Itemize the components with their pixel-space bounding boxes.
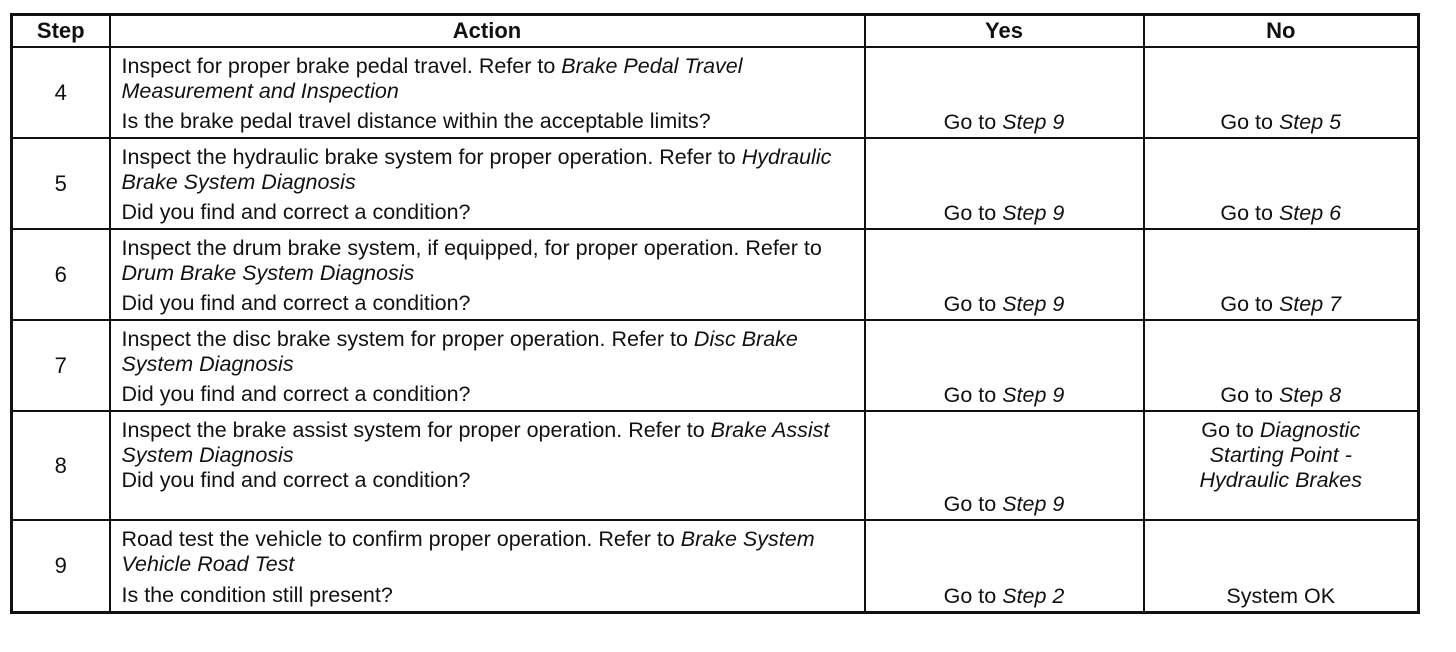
- yes-step-link[interactable]: Step 9: [1002, 383, 1065, 407]
- yes-prefix: Go to: [943, 583, 1003, 608]
- action-instruction: [122, 327, 856, 377]
- yes-result: [866, 292, 1143, 317]
- action-cell: [110, 47, 865, 138]
- no-prefix: Go to: [1220, 110, 1279, 134]
- header-action: Action: [110, 15, 865, 48]
- no-step-link[interactable]: Step 7: [1278, 292, 1342, 316]
- header-yes: Yes: [865, 15, 1144, 48]
- instruction-reference-link[interactable]: Brake System Vehicle Road Test: [121, 527, 815, 576]
- no-cell: [1144, 520, 1419, 612]
- table-row-step-8: [12, 411, 1419, 520]
- no-result: [1145, 383, 1418, 408]
- step-number: 7: [12, 320, 110, 411]
- action-cell: [110, 138, 865, 229]
- table-row-step-5: [12, 138, 1419, 229]
- header-no: No: [1144, 15, 1419, 48]
- no-cell: [1144, 229, 1419, 320]
- no-step-link[interactable]: Step 5: [1278, 110, 1342, 134]
- action-cell: [110, 520, 865, 612]
- action-question: Did you find and correct a condition?: [121, 291, 471, 315]
- no-prefix: Go to: [1220, 292, 1279, 316]
- yes-step-link[interactable]: Step 9: [1002, 201, 1065, 225]
- action-question: Did you find and correct a condition?: [121, 382, 471, 406]
- no-result: [1145, 418, 1418, 493]
- instruction-reference-link[interactable]: Brake Assist System Diagnosis: [121, 418, 830, 467]
- step-number: 8: [12, 411, 110, 520]
- action-instruction: [122, 236, 856, 286]
- action-cell: [110, 229, 865, 320]
- action-question: Did you find and correct a condition?: [121, 468, 471, 492]
- instruction-text: Road test the vehicle to confirm proper operation. Refer to: [121, 527, 681, 551]
- yes-result: [866, 492, 1143, 517]
- yes-prefix: Go to: [943, 383, 1003, 407]
- instruction-reference-link[interactable]: Drum Brake System Diagnosis: [121, 261, 415, 285]
- yes-cell: [865, 411, 1144, 520]
- yes-step-link[interactable]: Step 2: [1002, 583, 1065, 608]
- yes-cell: [865, 138, 1144, 229]
- yes-result: [866, 584, 1143, 609]
- yes-cell: [865, 520, 1144, 612]
- instruction-text: Inspect the hydraulic brake system for proper operation. Refer to: [121, 145, 742, 169]
- yes-result: [866, 383, 1143, 408]
- yes-prefix: Go to: [943, 292, 1003, 316]
- step-number: 5: [12, 138, 110, 229]
- no-prefix: Go to: [1201, 418, 1260, 442]
- no-cell: [1144, 47, 1419, 138]
- instruction-text: Inspect the disc brake system for proper operation. Refer to: [121, 327, 694, 351]
- action-instruction: [122, 54, 856, 104]
- instruction-reference-link[interactable]: Brake Pedal Travel Measurement and Inspection: [121, 54, 743, 103]
- action-question: Is the condition still present?: [121, 582, 393, 607]
- yes-cell: [865, 47, 1144, 138]
- yes-step-link[interactable]: Step 9: [1002, 292, 1065, 316]
- no-result: [1145, 110, 1418, 135]
- step-number: 4: [12, 47, 110, 138]
- action-question: Is the brake pedal travel distance within the acceptable limits?: [121, 109, 711, 133]
- instruction-reference-link[interactable]: Disc Brake System Diagnosis: [121, 327, 798, 376]
- yes-step-link[interactable]: Step 9: [1002, 110, 1065, 134]
- instruction-text: Inspect the drum brake system, if equipped, for proper operation. Refer to: [121, 236, 822, 260]
- header-step: Step: [12, 15, 110, 48]
- table-row-step-4: [12, 47, 1419, 138]
- action-instruction: [122, 527, 856, 577]
- action-instruction: [122, 418, 856, 468]
- table-row-step-6: [12, 229, 1419, 320]
- no-result: System OK: [1226, 583, 1336, 608]
- action-cell: [110, 411, 865, 520]
- table-row-step-7: [12, 320, 1419, 411]
- no-cell: [1144, 320, 1419, 411]
- action-question: Did you find and correct a condition?: [121, 200, 471, 224]
- no-step-link[interactable]: Step 6: [1278, 201, 1342, 225]
- yes-prefix: Go to: [943, 110, 1003, 134]
- no-cell: [1144, 411, 1419, 520]
- no-prefix: Go to: [1220, 201, 1279, 225]
- instruction-reference-link[interactable]: Hydraulic Brake System Diagnosis: [121, 145, 832, 194]
- table-header-row: [12, 15, 1419, 48]
- no-step-link[interactable]: Step 8: [1278, 383, 1342, 407]
- yes-cell: [865, 229, 1144, 320]
- no-cell: [1144, 138, 1419, 229]
- action-instruction: [122, 145, 856, 195]
- no-step-link[interactable]: Diagnostic Starting Point - Hydraulic Brakes: [1199, 418, 1362, 492]
- instruction-text: Inspect the brake assist system for proper operation. Refer to: [121, 418, 711, 442]
- yes-step-link[interactable]: Step 9: [1002, 492, 1065, 516]
- step-number: 6: [12, 229, 110, 320]
- no-result: [1145, 201, 1418, 226]
- table-row-step-9: [12, 520, 1419, 612]
- no-result: [1145, 292, 1418, 317]
- yes-cell: [865, 320, 1144, 411]
- action-cell: [110, 320, 865, 411]
- yes-result: [866, 201, 1143, 226]
- yes-prefix: Go to: [943, 492, 1003, 516]
- instruction-text: Inspect for proper brake pedal travel. Refer to: [121, 54, 562, 78]
- yes-prefix: Go to: [943, 201, 1003, 225]
- yes-result: [866, 110, 1143, 135]
- diagnostic-table: [10, 13, 1420, 614]
- no-prefix: Go to: [1220, 383, 1279, 407]
- step-number: 9: [12, 520, 110, 612]
